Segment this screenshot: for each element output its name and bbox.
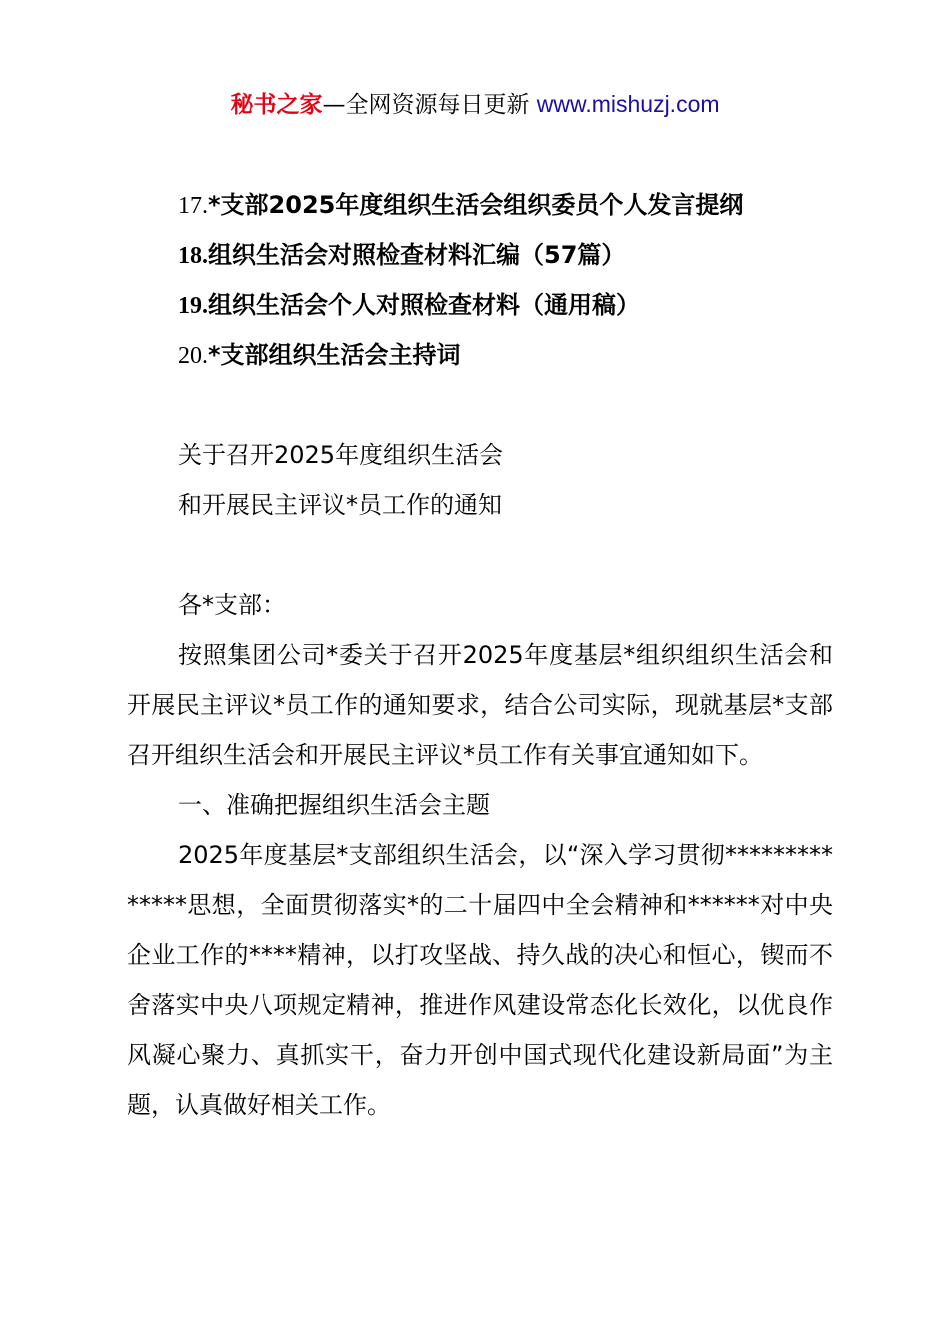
toc-item-text: *支部2025年度组织生活会组织委员个人发言提纲 bbox=[208, 191, 744, 219]
toc-item-number: 17. bbox=[178, 193, 208, 219]
salutation: 各*支部： bbox=[178, 591, 286, 619]
site-header bbox=[0, 86, 950, 123]
toc-item-17 bbox=[178, 180, 858, 230]
toc-item-18 bbox=[178, 230, 858, 280]
title-line-1: 关于召开2025年度组织生活会 bbox=[178, 441, 504, 469]
document-title bbox=[178, 430, 858, 530]
toc-item-text: *支部组织生活会主持词 bbox=[208, 341, 461, 369]
toc-item-19 bbox=[178, 280, 858, 330]
toc-item-number: 20. bbox=[178, 343, 208, 369]
paragraph-theme: 2025年度基层*支部组织生活会，以“深入学习贯彻**************思想，全面贯彻落实*的二十届四中全会精神和******对中央企业工作的****精神，以打攻坚战、持久战的决心和恒心，锲而不舍落实中央八项规定精神，推进作风建设常态化长效化，以优良作风凝心聚力、真抓实干，奋力开创中国式现代化建设新局面”为主题，认真做好相关工作。 bbox=[127, 841, 833, 1119]
site-url-link[interactable]: www.mishuzj.com bbox=[536, 91, 720, 117]
header-tagline: —全网资源每日更新 bbox=[322, 92, 537, 118]
toc-item-number: 19. bbox=[178, 293, 208, 319]
brand-name: 秘书之家 bbox=[230, 92, 323, 118]
document-body bbox=[127, 580, 833, 1130]
paragraph-intro: 按照集团公司*委关于召开2025年度基层*组织组织生活会和开展民主评议*员工作的通知要求，结合公司实际，现就基层*支部召开组织生活会和开展民主评议*员工作有关事宜通知如下。 bbox=[127, 641, 833, 769]
toc-item-20 bbox=[178, 330, 858, 380]
toc-item-text: 组织生活会个人对照检查材料（通用稿） bbox=[208, 291, 640, 319]
toc-list bbox=[178, 180, 858, 380]
toc-item-number: 18. bbox=[178, 243, 208, 269]
toc-item-text: 组织生活会对照检查材料汇编（57篇） bbox=[208, 241, 626, 269]
section-heading-1: 一、准确把握组织生活会主题 bbox=[178, 791, 490, 819]
title-line-2: 和开展民主评议*员工作的通知 bbox=[178, 491, 502, 519]
